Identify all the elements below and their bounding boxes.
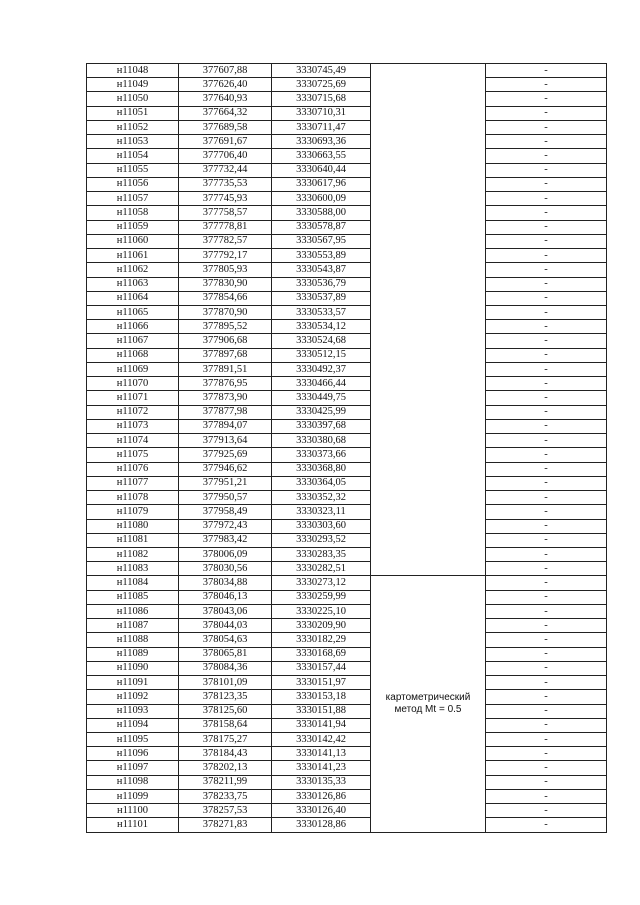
y-coordinate-cell: 3330352,32 <box>272 491 371 505</box>
error-cell: - <box>486 320 607 334</box>
y-coordinate-cell: 3330141,13 <box>272 747 371 761</box>
point-id-cell: н11097 <box>87 761 179 775</box>
point-id-cell: н11070 <box>87 377 179 391</box>
table-row <box>87 733 607 747</box>
y-coordinate-cell: 3330524,68 <box>272 334 371 348</box>
point-id-cell: н11095 <box>87 733 179 747</box>
y-coordinate-cell: 3330141,23 <box>272 761 371 775</box>
error-cell: - <box>486 177 607 191</box>
point-id-cell: н11083 <box>87 562 179 576</box>
table-row <box>87 348 607 362</box>
error-cell: - <box>486 249 607 263</box>
error-cell: - <box>486 419 607 433</box>
x-coordinate-cell: 378046,13 <box>179 590 272 604</box>
point-id-cell: н11071 <box>87 391 179 405</box>
y-coordinate-cell: 3330567,95 <box>272 234 371 248</box>
error-cell: - <box>486 377 607 391</box>
y-coordinate-cell: 3330380,68 <box>272 434 371 448</box>
error-cell: - <box>486 761 607 775</box>
table-row <box>87 491 607 505</box>
point-id-cell: н11101 <box>87 818 179 832</box>
y-coordinate-cell: 3330283,35 <box>272 547 371 561</box>
y-coordinate-cell: 3330693,36 <box>272 135 371 149</box>
y-coordinate-cell: 3330425,99 <box>272 405 371 419</box>
table-row <box>87 804 607 818</box>
x-coordinate-cell: 377894,07 <box>179 419 272 433</box>
coordinates-table-body <box>87 64 607 833</box>
table-row <box>87 419 607 433</box>
error-cell: - <box>486 291 607 305</box>
x-coordinate-cell: 377732,44 <box>179 163 272 177</box>
y-coordinate-cell: 3330151,97 <box>272 676 371 690</box>
point-id-cell: н11100 <box>87 804 179 818</box>
point-id-cell: н11089 <box>87 647 179 661</box>
point-id-cell: н11094 <box>87 718 179 732</box>
point-id-cell: н11057 <box>87 192 179 206</box>
point-id-cell: н11091 <box>87 676 179 690</box>
error-cell: - <box>486 718 607 732</box>
x-coordinate-cell: 377877,98 <box>179 405 272 419</box>
y-coordinate-cell: 3330209,90 <box>272 619 371 633</box>
x-coordinate-cell: 377906,68 <box>179 334 272 348</box>
x-coordinate-cell: 377745,93 <box>179 192 272 206</box>
y-coordinate-cell: 3330492,37 <box>272 362 371 376</box>
x-coordinate-cell: 378006,09 <box>179 547 272 561</box>
point-id-cell: н11056 <box>87 177 179 191</box>
table-row <box>87 320 607 334</box>
point-id-cell: н11049 <box>87 78 179 92</box>
error-cell: - <box>486 789 607 803</box>
x-coordinate-cell: 378271,83 <box>179 818 272 832</box>
y-coordinate-cell: 3330141,94 <box>272 718 371 732</box>
table-row <box>87 277 607 291</box>
error-cell: - <box>486 163 607 177</box>
table-row <box>87 519 607 533</box>
y-coordinate-cell: 3330293,52 <box>272 533 371 547</box>
point-id-cell: н11054 <box>87 149 179 163</box>
table-row <box>87 690 607 704</box>
table-row <box>87 718 607 732</box>
error-cell: - <box>486 334 607 348</box>
x-coordinate-cell: 377792,17 <box>179 249 272 263</box>
table-row <box>87 291 607 305</box>
x-coordinate-cell: 378233,75 <box>179 789 272 803</box>
x-coordinate-cell: 378084,36 <box>179 661 272 675</box>
error-cell: - <box>486 562 607 576</box>
x-coordinate-cell: 377854,66 <box>179 291 272 305</box>
error-cell: - <box>486 661 607 675</box>
x-coordinate-cell: 378065,81 <box>179 647 272 661</box>
x-coordinate-cell: 378034,88 <box>179 576 272 590</box>
y-coordinate-cell: 3330663,55 <box>272 149 371 163</box>
x-coordinate-cell: 378175,27 <box>179 733 272 747</box>
x-coordinate-cell: 377607,88 <box>179 64 272 78</box>
x-coordinate-cell: 377706,40 <box>179 149 272 163</box>
y-coordinate-cell: 3330536,79 <box>272 277 371 291</box>
x-coordinate-cell: 377626,40 <box>179 78 272 92</box>
table-row <box>87 263 607 277</box>
error-cell: - <box>486 818 607 832</box>
x-coordinate-cell: 378211,99 <box>179 775 272 789</box>
error-cell: - <box>486 206 607 220</box>
y-coordinate-cell: 3330153,18 <box>272 690 371 704</box>
y-coordinate-cell: 3330323,11 <box>272 505 371 519</box>
point-id-cell: н11084 <box>87 576 179 590</box>
y-coordinate-cell: 3330715,68 <box>272 92 371 106</box>
x-coordinate-cell: 377983,42 <box>179 533 272 547</box>
error-cell: - <box>486 135 607 149</box>
table-row <box>87 661 607 675</box>
error-cell: - <box>486 590 607 604</box>
x-coordinate-cell: 377758,57 <box>179 206 272 220</box>
error-cell: - <box>486 234 607 248</box>
x-coordinate-cell: 378202,13 <box>179 761 272 775</box>
error-cell: - <box>486 106 607 120</box>
table-row <box>87 476 607 490</box>
table-row <box>87 818 607 832</box>
table-row <box>87 149 607 163</box>
y-coordinate-cell: 3330128,86 <box>272 818 371 832</box>
error-cell: - <box>486 192 607 206</box>
y-coordinate-cell: 3330259,99 <box>272 590 371 604</box>
point-id-cell: н11063 <box>87 277 179 291</box>
y-coordinate-cell: 3330725,69 <box>272 78 371 92</box>
table-row <box>87 747 607 761</box>
table-row <box>87 305 607 319</box>
point-id-cell: н11082 <box>87 547 179 561</box>
table-row <box>87 647 607 661</box>
x-coordinate-cell: 377950,57 <box>179 491 272 505</box>
x-coordinate-cell: 377735,53 <box>179 177 272 191</box>
point-id-cell: н11080 <box>87 519 179 533</box>
table-row <box>87 676 607 690</box>
y-coordinate-cell: 3330745,49 <box>272 64 371 78</box>
table-row <box>87 220 607 234</box>
x-coordinate-cell: 378030,56 <box>179 562 272 576</box>
y-coordinate-cell: 3330512,15 <box>272 348 371 362</box>
point-id-cell: н11067 <box>87 334 179 348</box>
y-coordinate-cell: 3330534,12 <box>272 320 371 334</box>
x-coordinate-cell: 377691,67 <box>179 135 272 149</box>
error-cell: - <box>486 647 607 661</box>
y-coordinate-cell: 3330617,96 <box>272 177 371 191</box>
error-cell: - <box>486 391 607 405</box>
point-id-cell: н11090 <box>87 661 179 675</box>
table-row <box>87 120 607 134</box>
point-id-cell: н11078 <box>87 491 179 505</box>
table-row <box>87 177 607 191</box>
x-coordinate-cell: 377782,57 <box>179 234 272 248</box>
y-coordinate-cell: 3330126,40 <box>272 804 371 818</box>
table-row <box>87 604 607 618</box>
point-id-cell: н11072 <box>87 405 179 419</box>
error-cell: - <box>486 747 607 761</box>
point-id-cell: н11048 <box>87 64 179 78</box>
table-row <box>87 362 607 376</box>
error-cell: - <box>486 633 607 647</box>
error-cell: - <box>486 362 607 376</box>
table-row <box>87 92 607 106</box>
point-id-cell: н11092 <box>87 690 179 704</box>
x-coordinate-cell: 378257,53 <box>179 804 272 818</box>
error-cell: - <box>486 491 607 505</box>
x-coordinate-cell: 378158,64 <box>179 718 272 732</box>
point-id-cell: н11055 <box>87 163 179 177</box>
y-coordinate-cell: 3330543,87 <box>272 263 371 277</box>
error-cell: - <box>486 704 607 718</box>
point-id-cell: н11058 <box>87 206 179 220</box>
y-coordinate-cell: 3330449,75 <box>272 391 371 405</box>
y-coordinate-cell: 3330282,51 <box>272 562 371 576</box>
table-row <box>87 633 607 647</box>
error-cell: - <box>486 547 607 561</box>
error-cell: - <box>486 619 607 633</box>
point-id-cell: н11065 <box>87 305 179 319</box>
error-cell: - <box>486 505 607 519</box>
x-coordinate-cell: 378101,09 <box>179 676 272 690</box>
table-row <box>87 377 607 391</box>
y-coordinate-cell: 3330368,80 <box>272 462 371 476</box>
table-row <box>87 405 607 419</box>
point-id-cell: н11064 <box>87 291 179 305</box>
table-row <box>87 135 607 149</box>
y-coordinate-cell: 3330640,44 <box>272 163 371 177</box>
y-coordinate-cell: 3330151,88 <box>272 704 371 718</box>
table-row <box>87 448 607 462</box>
error-cell: - <box>486 220 607 234</box>
point-id-cell: н11096 <box>87 747 179 761</box>
x-coordinate-cell: 377925,69 <box>179 448 272 462</box>
error-cell: - <box>486 120 607 134</box>
error-cell: - <box>486 78 607 92</box>
error-cell: - <box>486 277 607 291</box>
x-coordinate-cell: 377895,52 <box>179 320 272 334</box>
y-coordinate-cell: 3330168,69 <box>272 647 371 661</box>
point-id-cell: н11074 <box>87 434 179 448</box>
y-coordinate-cell: 3330157,44 <box>272 661 371 675</box>
x-coordinate-cell: 378125,60 <box>179 704 272 718</box>
point-id-cell: н11068 <box>87 348 179 362</box>
x-coordinate-cell: 377958,49 <box>179 505 272 519</box>
coordinates-table <box>86 63 607 833</box>
error-cell: - <box>486 604 607 618</box>
point-id-cell: н11073 <box>87 419 179 433</box>
error-cell: - <box>486 804 607 818</box>
y-coordinate-cell: 3330135,33 <box>272 775 371 789</box>
point-id-cell: н11061 <box>87 249 179 263</box>
point-id-cell: н11066 <box>87 320 179 334</box>
point-id-cell: н11053 <box>87 135 179 149</box>
y-coordinate-cell: 3330142,42 <box>272 733 371 747</box>
x-coordinate-cell: 377913,64 <box>179 434 272 448</box>
table-row <box>87 249 607 263</box>
x-coordinate-cell: 378043,06 <box>179 604 272 618</box>
error-cell: - <box>486 576 607 590</box>
table-row <box>87 206 607 220</box>
error-cell: - <box>486 775 607 789</box>
point-id-cell: н11098 <box>87 775 179 789</box>
y-coordinate-cell: 3330397,68 <box>272 419 371 433</box>
coordinates-sheet <box>86 63 606 833</box>
method-cell: картометрический метод Mt = 0.5 <box>371 576 486 832</box>
error-cell: - <box>486 305 607 319</box>
point-id-cell: н11079 <box>87 505 179 519</box>
error-cell: - <box>486 462 607 476</box>
x-coordinate-cell: 377830,90 <box>179 277 272 291</box>
x-coordinate-cell: 377870,90 <box>179 305 272 319</box>
y-coordinate-cell: 3330533,57 <box>272 305 371 319</box>
point-id-cell: н11086 <box>87 604 179 618</box>
table-row <box>87 704 607 718</box>
y-coordinate-cell: 3330578,87 <box>272 220 371 234</box>
point-id-cell: н11075 <box>87 448 179 462</box>
x-coordinate-cell: 377689,58 <box>179 120 272 134</box>
table-row <box>87 619 607 633</box>
y-coordinate-cell: 3330711,47 <box>272 120 371 134</box>
x-coordinate-cell: 377951,21 <box>179 476 272 490</box>
y-coordinate-cell: 3330364,05 <box>272 476 371 490</box>
point-id-cell: н11051 <box>87 106 179 120</box>
y-coordinate-cell: 3330588,00 <box>272 206 371 220</box>
y-coordinate-cell: 3330537,89 <box>272 291 371 305</box>
error-cell: - <box>486 348 607 362</box>
x-coordinate-cell: 377805,93 <box>179 263 272 277</box>
x-coordinate-cell: 377873,90 <box>179 391 272 405</box>
error-cell: - <box>486 405 607 419</box>
table-row <box>87 547 607 561</box>
x-coordinate-cell: 377640,93 <box>179 92 272 106</box>
error-cell: - <box>486 733 607 747</box>
error-cell: - <box>486 690 607 704</box>
table-row <box>87 789 607 803</box>
point-id-cell: н11060 <box>87 234 179 248</box>
table-row <box>87 334 607 348</box>
table-row <box>87 775 607 789</box>
x-coordinate-cell: 377664,32 <box>179 106 272 120</box>
point-id-cell: н11069 <box>87 362 179 376</box>
point-id-cell: н11076 <box>87 462 179 476</box>
point-id-cell: н11081 <box>87 533 179 547</box>
error-cell: - <box>486 92 607 106</box>
table-row <box>87 533 607 547</box>
y-coordinate-cell: 3330710,31 <box>272 106 371 120</box>
error-cell: - <box>486 448 607 462</box>
error-cell: - <box>486 263 607 277</box>
y-coordinate-cell: 3330553,89 <box>272 249 371 263</box>
table-row <box>87 391 607 405</box>
y-coordinate-cell: 3330466,44 <box>272 377 371 391</box>
point-id-cell: н11062 <box>87 263 179 277</box>
x-coordinate-cell: 378044,03 <box>179 619 272 633</box>
error-cell: - <box>486 533 607 547</box>
x-coordinate-cell: 377876,95 <box>179 377 272 391</box>
method-cell <box>371 64 486 576</box>
y-coordinate-cell: 3330273,12 <box>272 576 371 590</box>
point-id-cell: н11077 <box>87 476 179 490</box>
table-row <box>87 78 607 92</box>
point-id-cell: н11099 <box>87 789 179 803</box>
error-cell: - <box>486 519 607 533</box>
y-coordinate-cell: 3330303,60 <box>272 519 371 533</box>
point-id-cell: н11085 <box>87 590 179 604</box>
x-coordinate-cell: 377897,68 <box>179 348 272 362</box>
table-row <box>87 192 607 206</box>
table-row <box>87 434 607 448</box>
error-cell: - <box>486 149 607 163</box>
x-coordinate-cell: 377891,51 <box>179 362 272 376</box>
error-cell: - <box>486 676 607 690</box>
error-cell: - <box>486 434 607 448</box>
x-coordinate-cell: 378054,63 <box>179 633 272 647</box>
point-id-cell: н11052 <box>87 120 179 134</box>
table-row <box>87 234 607 248</box>
error-cell: - <box>486 64 607 78</box>
x-coordinate-cell: 377778,81 <box>179 220 272 234</box>
y-coordinate-cell: 3330600,09 <box>272 192 371 206</box>
y-coordinate-cell: 3330225,10 <box>272 604 371 618</box>
error-cell: - <box>486 476 607 490</box>
x-coordinate-cell: 377972,43 <box>179 519 272 533</box>
table-row <box>87 64 607 78</box>
point-id-cell: н11088 <box>87 633 179 647</box>
y-coordinate-cell: 3330126,86 <box>272 789 371 803</box>
table-row <box>87 576 607 590</box>
table-row <box>87 761 607 775</box>
point-id-cell: н11087 <box>87 619 179 633</box>
table-row <box>87 106 607 120</box>
x-coordinate-cell: 377946,62 <box>179 462 272 476</box>
point-id-cell: н11050 <box>87 92 179 106</box>
y-coordinate-cell: 3330373,66 <box>272 448 371 462</box>
y-coordinate-cell: 3330182,29 <box>272 633 371 647</box>
table-row <box>87 562 607 576</box>
x-coordinate-cell: 378184,43 <box>179 747 272 761</box>
table-row <box>87 163 607 177</box>
table-row <box>87 462 607 476</box>
table-row <box>87 590 607 604</box>
point-id-cell: н11059 <box>87 220 179 234</box>
point-id-cell: н11093 <box>87 704 179 718</box>
table-row <box>87 505 607 519</box>
x-coordinate-cell: 378123,35 <box>179 690 272 704</box>
